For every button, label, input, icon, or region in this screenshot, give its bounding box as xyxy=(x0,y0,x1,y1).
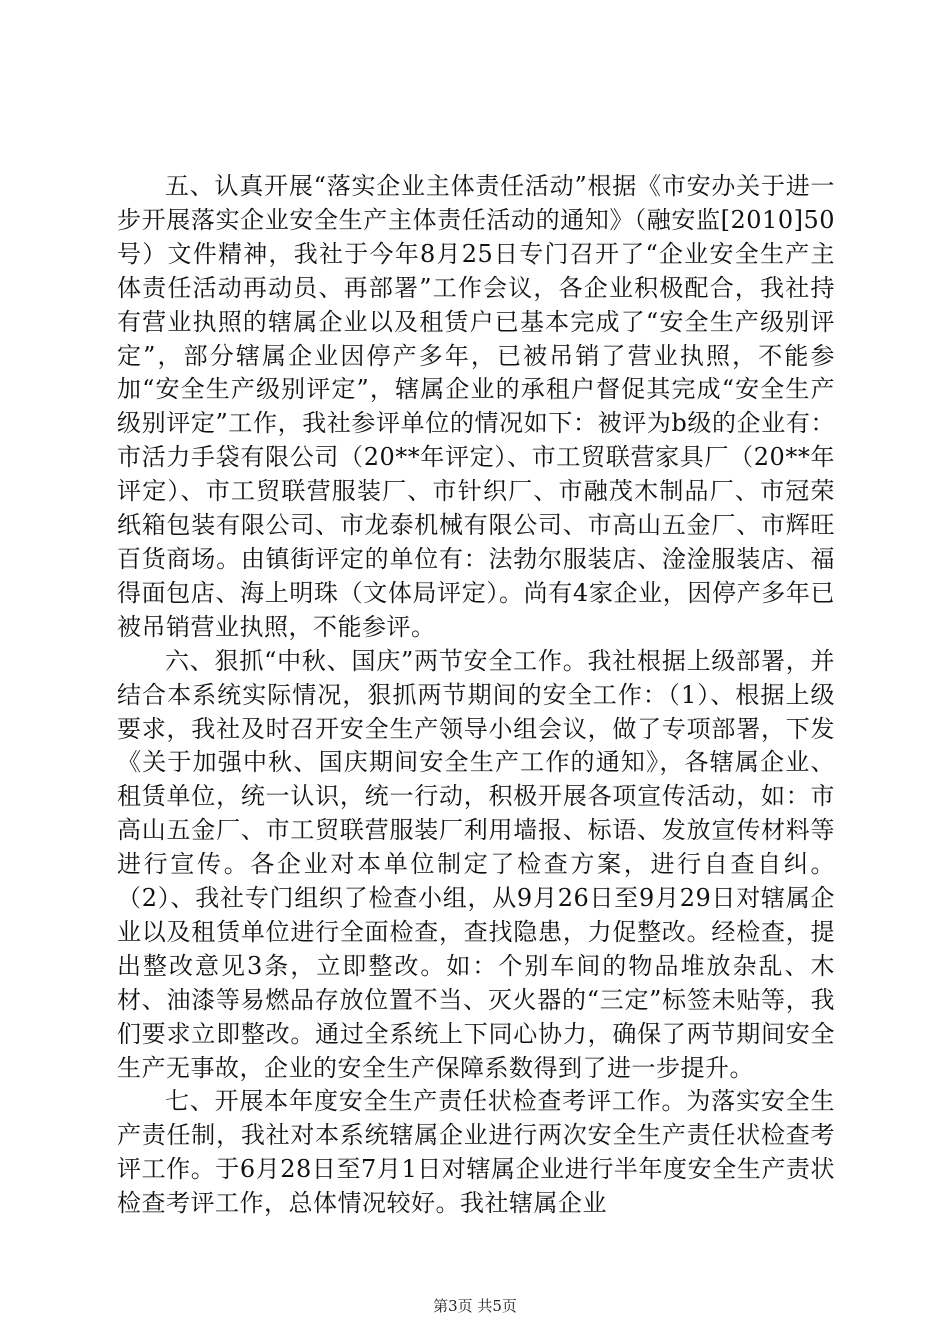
paragraph-section-7: 七、开展本年度安全生产责任状检查考评工作。为落实安全生产责任制，我社对本系统辖属企业进行两次安全生产责任状检查考评工作。于6月28日至7月1日对辖属企业进行半年度安全生产责状检查考评工作，总体情况较好。我社辖属企业 xyxy=(117,1087,835,1218)
document-body xyxy=(117,170,835,1221)
page-number-footer: 第3页 共5页 xyxy=(433,1297,517,1315)
paragraph-section-6: 六、狠抓“中秋、国庆”两节安全工作。我社根据上级部署，并结合本系统实际情况，狠抓两节期间的安全工作：（1）、根据上级要求，我社及时召开安全生产领导小组会议，做了专项部署，下发《关于加强中秋、国庆期间安全生产工作的通知》，各辖属企业、租赁单位，统一认识，统一行动，积极开展各项宣传活动，如：市高山五金厂、市工贸联营服装厂利用墙报、标语、发放宣传材料等进行宣传。各企业对本单位制定了检查方案，进行自查自纠。（2）、我社专门组织了检查小组，从9月26日至9月29日对辖属企业以及租赁单位进行全面检查，查找隐患，力促整改。经检查，提出整改意见3条，立即整改。如：个别车间的物品堆放杂乱、木材、油漆等易燃品存放位置不当、灭火器的“三定”标签未贴等，我们要求立即整改。通过全系统上下同心协力，确保了两节期间安全生产无事故，企业的安全生产保障系数得到了进一步提升。 xyxy=(117,646,835,1082)
paragraph-section-5: 五、认真开展“落实企业主体责任活动”根据《市安办关于进一步开展落实企业安全生产主体责任活动的通知》（融安监[2010]50号）文件精神，我社于今年8月25日专门召开了“企业安全生产主体责任活动再动员、再部署”工作会议，各企业积极配合，我社持有营业执照的辖属企业以及租赁户已基本完成了“安全生产级别评定”，部分辖属企业因停产多年，已被吊销了营业执照，不能参加“安全生产级别评定”，辖属企业的承租户督促其完成“安全生产级别评定”工作，我社参评单位的情况如下：被评为b级的企业有：市活力手袋有限公司（20**年评定）、市工贸联营家具厂（20**年评定）、市工贸联营服装厂、市针织厂、市融茂木制品厂、市冠荣纸箱包装有限公司、市龙泰机械有限公司、市高山五金厂、市辉旺百货商场。由镇街评定的单位有：法勃尔服装店、淦淦服装店、福得面包店、海上明珠（文体局评定）。尚有4家企业，因停产多年已被吊销营业执照，不能参评。 xyxy=(117,172,835,641)
